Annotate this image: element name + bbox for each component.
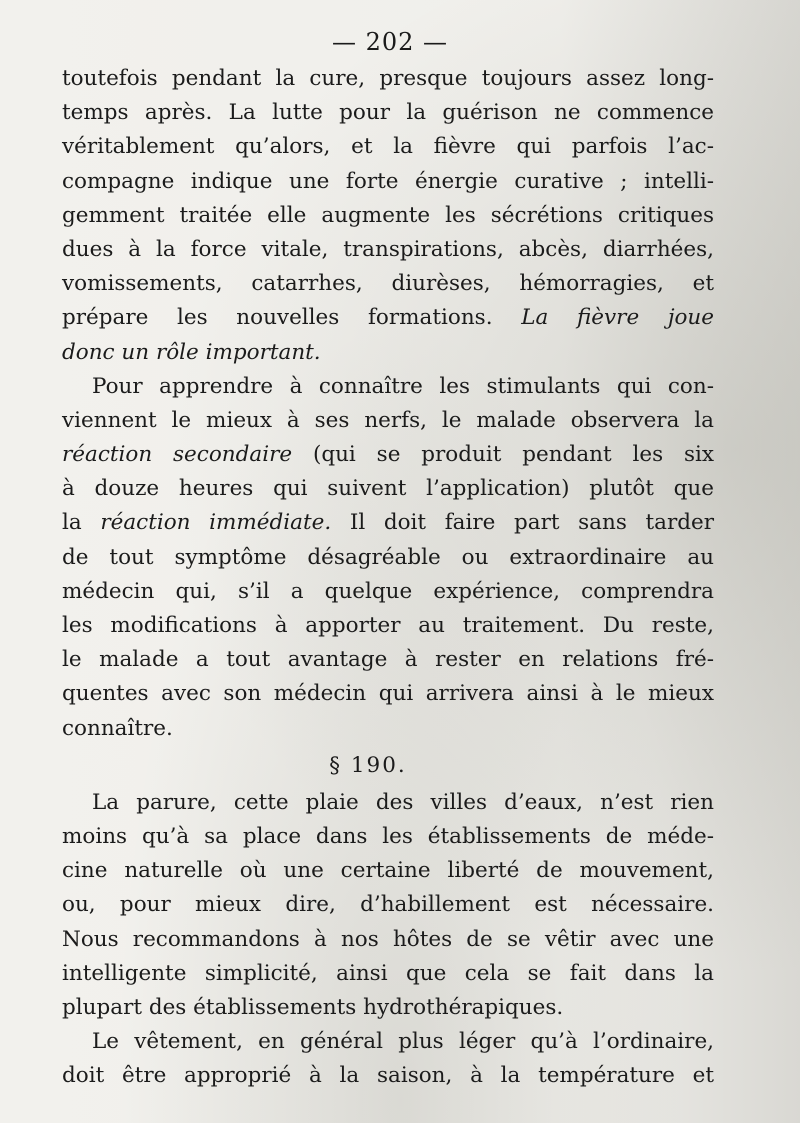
text-line: temps après. La lutte pour la guérison ne commence [62,100,714,126]
text-line: ou, pour mieux dire, d’habillement est nécessaire. [62,892,714,918]
text-line: dues à la force vitale, transpirations, abcès, diarrhées, [62,236,714,262]
text-line: le malade a tout avantage à rester en relations fré- [62,647,714,673]
text-line: gemment traitée elle augmente les sécrétions critiques [62,202,714,228]
text-line: Le vêtement, en général plus léger qu’à l’ordinaire, [92,1029,714,1055]
text-run: prépare les nouvelles formations. [62,305,493,331]
text-line: les modifications à apporter au traitement. Du reste, [62,613,714,638]
italic-run: réaction secondaire [62,442,293,468]
text-line [62,301,714,335]
text-line: médecin qui, s’il a quelque expérience, comprendra [62,578,714,604]
section-heading: § 190. [329,752,407,778]
text-run: (qui se produit pendant les six [312,442,714,468]
text-line [62,438,714,472]
text-line: Nous recommandons à nos hôtes de se vêtir avec une [62,926,714,952]
paragraph-2 [62,370,714,746]
text-line: plupart des établissements hydrothérapiques. [62,994,564,1020]
text-line: Pour apprendre à connaître les stimulants qui con- [92,373,714,399]
page-number: — 202 — [331,28,449,56]
italic-run: réaction immédiate. [100,510,332,536]
paragraph-3 [62,786,714,1025]
text-line: viennent le mieux à ses nerfs, le malade observera la [62,407,714,433]
text-run: la [62,510,82,536]
paragraph-4 [62,1025,714,1093]
text-line [62,506,714,540]
text-line: toutefois pendant la cure, presque toujours assez long- [62,66,714,91]
paragraph-1 [62,62,714,370]
text-line: véritablement qu’alors, et la fièvre qui parfois l’ac- [62,134,714,160]
italic-run: donc un rôle important. [62,339,321,365]
text-line: La parure, cette plaie des villes d’eaux, n’est rien [92,789,714,815]
text-line: cine naturelle où une certaine liberté de mouvement, [62,858,714,884]
text-line: connaître. [62,715,173,741]
italic-run: La fièvre joue [521,305,715,331]
text-line: vomissements, catarrhes, diurèses, hémorragies, et [62,271,714,297]
text-line: doit être approprié à la saison, à la température et [62,1063,714,1089]
text-line: quentes avec son médecin qui arrivera ainsi à le mieux [62,681,714,707]
text-line [62,336,714,370]
body-text [62,62,714,1093]
text-line: de tout symptôme désagréable ou extraordinaire au [62,544,714,570]
text-line: compagne indique une forte énergie curative ; intelli- [62,168,714,194]
text-line: moins qu’à sa place dans les établissements de méde- [62,823,714,849]
text-line: intelligente simplicité, ainsi que cela se fait dans la [62,960,714,986]
text-line: à douze heures qui suivent l’application) plutôt que [62,476,714,502]
text-run: Il doit faire part sans tarder [349,510,714,536]
